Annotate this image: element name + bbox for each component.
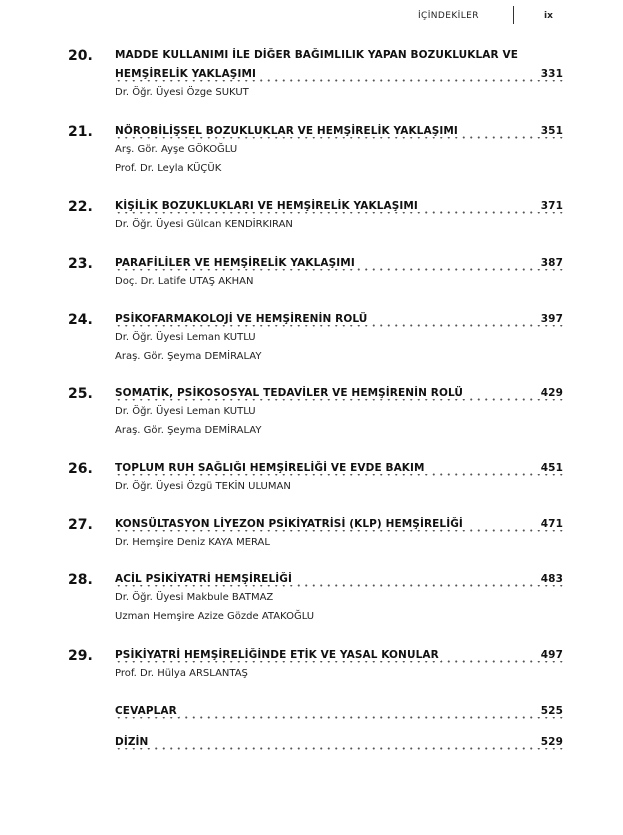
chapter-title-leader-line: [115, 736, 563, 755]
chapter-page-number[interactable]: 483: [537, 573, 563, 585]
chapter-number: 27.: [68, 517, 93, 533]
chapter-page-number[interactable]: 331: [537, 68, 563, 80]
toc-entry-body: [115, 49, 563, 106]
chapter-author: Prof. Dr. Leyla KÜÇÜK: [115, 163, 222, 174]
toc-entry-body: [115, 257, 563, 295]
chapter-page-number[interactable]: 429: [537, 387, 563, 399]
chapter-author: Doç. Dr. Latife UTAŞ AKHAN: [115, 276, 254, 287]
toc-entry-body: [115, 736, 563, 755]
chapter-title: KİŞİLİK BOZUKLUKLARI VE HEMŞİRELİK YAKLAŞIMI: [115, 200, 418, 212]
toc-entry-body: [115, 313, 563, 370]
toc-entry-body: [115, 705, 563, 724]
toc-entry-body: [115, 649, 563, 687]
chapter-author: Dr. Öğr. Üyesi Leman KUTLU: [115, 406, 256, 417]
chapter-title-leader-line: [115, 705, 563, 724]
chapter-author: Prof. Dr. Hülya ARSLANTAŞ: [115, 668, 248, 679]
toc-entry-body: [115, 200, 563, 238]
chapter-title-leader-line: [115, 518, 563, 537]
chapter-title: NÖROBİLİŞSEL BOZUKLUKLAR VE HEMŞİRELİK YAKLAŞIMI: [115, 125, 458, 137]
chapter-page-number[interactable]: 397: [537, 313, 563, 325]
chapter-author: Araş. Gör. Şeyma DEMİRALAY: [115, 425, 262, 436]
chapter-title: PSİKİYATRİ HEMŞİRELİĞİNDE ETİK VE YASAL KONULAR: [115, 649, 439, 661]
chapter-title-leader-line: [115, 200, 563, 219]
chapter-title-leader-line: [115, 649, 563, 668]
chapter-title: CEVAPLAR: [115, 705, 177, 717]
chapter-author: Uzman Hemşire Azize Gözde ATAKOĞLU: [115, 611, 315, 622]
chapter-author: Araş. Gör. Şeyma DEMİRALAY: [115, 351, 262, 362]
toc-entry-body: [115, 462, 563, 500]
chapter-number: 21.: [68, 124, 93, 140]
chapter-title: PSİKOFARMAKOLOJİ VE HEMŞİRENİN ROLÜ: [115, 313, 368, 325]
chapter-title-leader-line: [115, 313, 563, 332]
chapter-title-leader-line: [115, 257, 563, 276]
chapter-page-number[interactable]: 387: [537, 257, 563, 269]
chapter-page-number[interactable]: 497: [537, 649, 563, 661]
toc-entry-body: [115, 573, 563, 630]
page-number: ix: [544, 11, 553, 21]
chapter-title: HEMŞİRELİK YAKLAŞIMI: [115, 68, 257, 80]
chapter-number: 28.: [68, 572, 93, 588]
chapter-title-leader-line: [115, 125, 563, 144]
chapter-title-line: [115, 49, 563, 68]
section-title: İÇİNDEKİLER: [418, 11, 479, 21]
chapter-title: ACİL PSİKİYATRİ HEMŞİRELİĞİ: [115, 573, 292, 585]
chapter-number: 26.: [68, 461, 93, 477]
chapter-author: Dr. Öğr. Üyesi Özge SUKUT: [115, 87, 249, 98]
chapter-number: 29.: [68, 648, 93, 664]
chapter-page-number[interactable]: 471: [537, 518, 563, 530]
chapter-title-leader-line: [115, 68, 563, 87]
header-divider: [513, 6, 514, 24]
toc-entry-body: [115, 518, 563, 556]
chapter-number: 22.: [68, 199, 93, 215]
chapter-number: 25.: [68, 386, 93, 402]
chapter-title: TOPLUM RUH SAĞLIĞI HEMŞİRELİĞİ VE EVDE BAKIM: [115, 462, 425, 474]
chapter-author: Arş. Gör. Ayşe GÖKOĞLU: [115, 144, 238, 155]
toc-entry-body: [115, 125, 563, 182]
chapter-title-leader-line: [115, 573, 563, 592]
chapter-title: KONSÜLTASYON LİYEZON PSİKİYATRİSİ (KLP) HEMŞİRELİĞİ: [115, 518, 463, 530]
chapter-number: 20.: [68, 48, 93, 64]
chapter-author: Dr. Hemşire Deniz KAYA MERAL: [115, 537, 270, 548]
chapter-number: 24.: [68, 312, 93, 328]
chapter-page-number[interactable]: 371: [537, 200, 563, 212]
chapter-number: 23.: [68, 256, 93, 272]
chapter-author: Dr. Öğr. Üyesi Özgü TEKİN ULUMAN: [115, 481, 291, 492]
chapter-title-leader-line: [115, 462, 563, 481]
chapter-page-number[interactable]: 451: [537, 462, 563, 474]
chapter-author: Dr. Öğr. Üyesi Makbule BATMAZ: [115, 592, 274, 603]
chapter-page-number[interactable]: 351: [537, 125, 563, 137]
chapter-page-number[interactable]: 529: [537, 736, 563, 748]
chapter-page-number[interactable]: 525: [537, 705, 563, 717]
chapter-author: Dr. Öğr. Üyesi Leman KUTLU: [115, 332, 256, 343]
chapter-author: Dr. Öğr. Üyesi Gülcan KENDİRKIRAN: [115, 219, 293, 230]
toc-entry-body: [115, 387, 563, 444]
running-header: [0, 0, 623, 40]
chapter-title-leader-line: [115, 387, 563, 406]
chapter-title: MADDE KULLANIMI İLE DİĞER BAĞIMLILIK YAPAN BOZUKLUKLAR VE: [115, 49, 518, 61]
chapter-title: PARAFİLİLER VE HEMŞİRELİK YAKLAŞIMI: [115, 257, 355, 269]
chapter-title: SOMATİK, PSİKOSOSYAL TEDAVİLER VE HEMŞİRENİN ROLÜ: [115, 387, 464, 399]
chapter-title: DİZİN: [115, 736, 149, 748]
